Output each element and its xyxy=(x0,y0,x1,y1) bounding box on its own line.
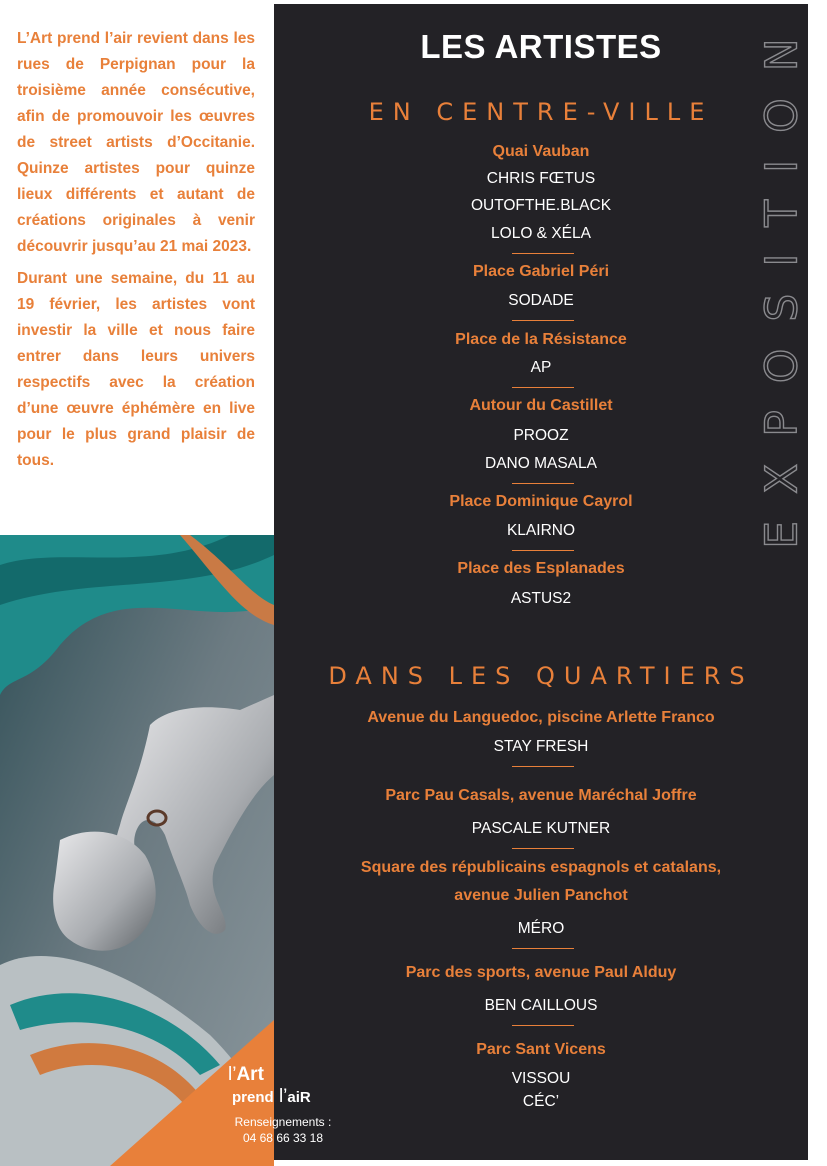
location-name: Parc des sports, avenue Paul Alduy xyxy=(405,964,677,981)
artist-name: CÉC’ xyxy=(522,1093,560,1110)
location-name: Square des républicains espagnols et catalans, xyxy=(360,859,722,876)
artist-name: ASTUS2 xyxy=(510,590,572,607)
separator xyxy=(512,253,574,254)
intro-paragraph-1: L’Art prend l’air revient dans les rues de Perpignan pour la troisième année consécutive, afin de promouvoir les œuvres de street artists d’Occitanie. Quinze artistes pour quinze lieux différents et autant de créations originales à venir découvrir jusqu’au 21 mai 2023. xyxy=(17,30,255,255)
location-name: Quai Vauban xyxy=(492,143,590,160)
location-name: Parc Pau Casals, avenue Maréchal Joffre xyxy=(385,787,697,804)
location-name: Parc Sant Vicens xyxy=(476,1041,606,1058)
intro-text xyxy=(17,26,255,480)
location-name: Place Gabriel Péri xyxy=(472,263,610,280)
separator xyxy=(512,948,574,949)
lart-prend-lair-logo: l’Art prend l’aiR xyxy=(228,1064,311,1107)
contact-phone: 04 68 66 33 18 xyxy=(242,1131,324,1145)
artist-name: LOLO & XÉLA xyxy=(491,225,591,242)
location-name: Place des Esplanades xyxy=(457,560,625,577)
location-name-continued: avenue Julien Panchot xyxy=(454,887,628,904)
location-name: Place de la Résistance xyxy=(455,331,627,348)
separator xyxy=(512,766,574,767)
separator xyxy=(512,848,574,849)
artist-name: PROOZ xyxy=(513,427,569,444)
artist-name: CHRIS FŒTUS xyxy=(486,170,596,187)
artist-name: PASCALE KUTNER xyxy=(471,820,611,837)
section-heading-quartiers: DANS LES QUARTIERS xyxy=(328,662,754,690)
artist-name: BEN CAILLOUS xyxy=(484,997,598,1014)
artist-name: MÉRO xyxy=(517,920,565,937)
contact-label: Renseignements : xyxy=(234,1115,332,1129)
separator xyxy=(512,1025,574,1026)
location-name: Autour du Castillet xyxy=(469,397,613,414)
artist-name: KLAIRNO xyxy=(506,522,576,539)
panel-title: LES ARTISTES xyxy=(420,28,662,65)
separator xyxy=(512,387,574,388)
location-name: Avenue du Languedoc, piscine Arlette Franco xyxy=(367,709,715,726)
contact-info xyxy=(228,1114,338,1146)
artists-panel xyxy=(274,4,808,1160)
intro-paragraph-2: Durant une semaine, du 11 au 19 février, les artistes vont investir la ville et nous faire entrer dans leurs univers respectifs avec la création d’une œuvre éphémère en live pour le plus grand plaisir de tous. xyxy=(17,270,255,469)
artist-name: AP xyxy=(530,359,552,376)
artist-name: SODADE xyxy=(508,292,574,309)
artist-name: STAY FRESH xyxy=(493,738,589,755)
separator xyxy=(512,483,574,484)
separator xyxy=(512,550,574,551)
section-heading-centre: EN CENTRE-VILLE xyxy=(368,98,714,126)
location-name: Place Dominique Cayrol xyxy=(449,493,633,510)
separator xyxy=(512,320,574,321)
exposition-vertical-label: EXPOSITION xyxy=(756,11,808,549)
artist-name: OUTOFTHE.BLACK xyxy=(470,197,612,214)
artist-name: VISSOU xyxy=(511,1070,571,1087)
artist-name: DANO MASALA xyxy=(485,455,597,472)
